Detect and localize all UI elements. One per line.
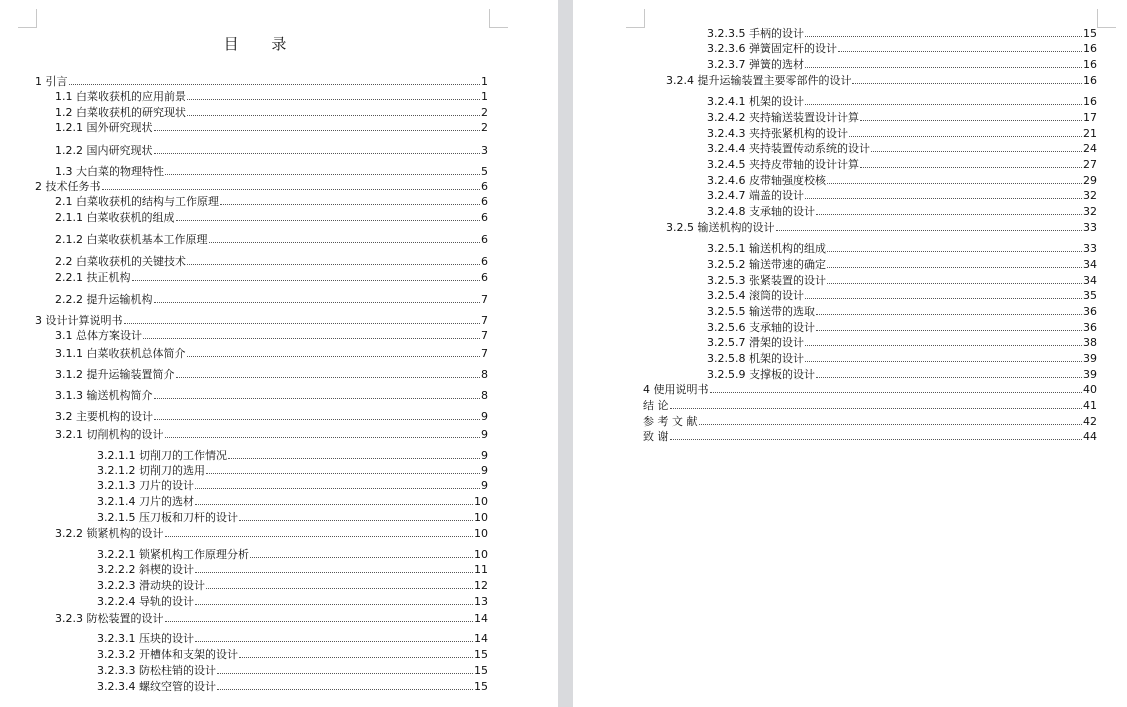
toc-entry-page-number: 9 xyxy=(481,428,488,441)
toc-entry-label: 3.2.5.5 输送带的选取 xyxy=(707,305,815,318)
toc-entry[interactable] xyxy=(707,321,1097,334)
toc-entry-page-number: 16 xyxy=(1083,95,1097,108)
toc-entry[interactable] xyxy=(707,336,1097,349)
toc-entry-page-number: 32 xyxy=(1083,189,1097,202)
toc-entry[interactable] xyxy=(97,595,488,608)
toc-entry-label: 3.2.2 锁紧机构的设计 xyxy=(55,527,164,540)
toc-entry-page-number: 12 xyxy=(474,579,488,592)
toc-entry-page-number: 44 xyxy=(1083,430,1097,443)
toc-dot-leader xyxy=(816,330,1082,331)
toc-entry-label: 2.2 白菜收获机的关键技术 xyxy=(55,255,186,268)
toc-entry[interactable] xyxy=(55,144,488,157)
toc-dot-leader xyxy=(102,189,481,190)
toc-entry[interactable] xyxy=(97,632,488,645)
toc-entry-label: 3.2.5 输送机构的设计 xyxy=(666,221,775,234)
toc-entry-label: 3.1.2 提升运输装置简介 xyxy=(55,368,175,381)
toc-dot-leader xyxy=(827,251,1082,252)
toc-dot-leader xyxy=(195,604,473,605)
toc-dot-leader xyxy=(69,84,481,85)
toc-dot-leader xyxy=(165,174,480,175)
toc-entry-page-number: 5 xyxy=(481,165,488,178)
toc-entry[interactable] xyxy=(55,389,488,402)
toc-dot-leader xyxy=(699,424,1083,425)
toc-dot-leader xyxy=(154,302,481,303)
toc-entry-label: 3.2.3.3 防松柱销的设计 xyxy=(97,664,216,677)
toc-dot-leader xyxy=(860,167,1082,168)
toc-entry-page-number: 10 xyxy=(474,548,488,561)
toc-dot-leader xyxy=(206,473,480,474)
toc-entry-page-number: 1 xyxy=(481,90,488,103)
toc-dot-leader xyxy=(124,323,481,324)
toc-entry-label: 3.2.2.3 滑动块的设计 xyxy=(97,579,205,592)
toc-entry[interactable] xyxy=(707,368,1097,381)
toc-entry-label: 3.2.2.2 斜楔的设计 xyxy=(97,563,194,576)
toc-dot-leader xyxy=(838,51,1082,52)
toc-entry[interactable] xyxy=(55,106,488,119)
toc-entry[interactable] xyxy=(55,527,488,540)
toc-entry[interactable] xyxy=(707,95,1097,108)
toc-entry[interactable] xyxy=(707,127,1097,140)
toc-dot-leader xyxy=(239,520,473,521)
toc-entry-page-number: 9 xyxy=(481,410,488,423)
toc-entry[interactable] xyxy=(97,648,488,661)
toc-entry-page-number: 14 xyxy=(474,612,488,625)
toc-entry-page-number: 34 xyxy=(1083,274,1097,287)
toc-dot-leader xyxy=(852,83,1082,84)
toc-entry-label: 3.2.4.6 皮带轴强度校核 xyxy=(707,174,826,187)
toc-entry-page-number: 41 xyxy=(1083,399,1097,412)
toc-entry-page-number: 29 xyxy=(1083,174,1097,187)
toc-entry-label: 3.1.3 输送机构简介 xyxy=(55,389,153,402)
toc-entry[interactable] xyxy=(97,563,488,576)
toc-dot-leader xyxy=(217,689,473,690)
toc-entry[interactable] xyxy=(707,27,1097,40)
toc-entry-page-number: 33 xyxy=(1083,242,1097,255)
toc-entry-label: 参 考 文 献 xyxy=(643,415,698,428)
toc-entry-label: 结 论 xyxy=(643,399,669,412)
toc-entry[interactable] xyxy=(97,464,488,477)
toc-entry-page-number: 15 xyxy=(1083,27,1097,40)
toc-entry-page-number: 36 xyxy=(1083,321,1097,334)
toc-entry-label: 3.2 主要机构的设计 xyxy=(55,410,153,423)
toc-dot-leader xyxy=(827,267,1082,268)
toc-entry-page-number: 40 xyxy=(1083,383,1097,396)
toc-dot-leader xyxy=(860,120,1082,121)
toc-dot-leader xyxy=(805,345,1082,346)
toc-entry[interactable] xyxy=(707,274,1097,287)
toc-entry-label: 3.1.1 白菜收获机总体简介 xyxy=(55,347,186,360)
toc-entry-label: 3.2.4.5 夹持皮带轴的设计计算 xyxy=(707,158,859,171)
toc-entry-page-number: 10 xyxy=(474,527,488,540)
toc-entry[interactable] xyxy=(35,180,488,193)
toc-dot-leader xyxy=(176,220,481,221)
toc-entry-label: 3.2.1.5 压刀板和刀杆的设计 xyxy=(97,511,238,524)
toc-entry-label: 3.2.5.3 张紧装置的设计 xyxy=(707,274,826,287)
toc-entry-label: 3.2.3.5 手柄的设计 xyxy=(707,27,804,40)
toc-dot-leader xyxy=(827,283,1082,284)
toc-entry-label: 3.2.1.2 切削刀的选用 xyxy=(97,464,205,477)
toc-entry-label: 3.2.4.3 夹持张紧机构的设计 xyxy=(707,127,848,140)
toc-entry-page-number: 15 xyxy=(474,664,488,677)
toc-title: 目 录 xyxy=(223,35,301,53)
toc-entry-label: 1.2.2 国内研究现状 xyxy=(55,144,153,157)
toc-entry-page-number: 24 xyxy=(1083,142,1097,155)
toc-entry[interactable] xyxy=(643,399,1097,412)
toc-dot-leader xyxy=(195,572,473,573)
toc-entry-page-number: 7 xyxy=(481,329,488,342)
toc-entry-label: 1.3 大白菜的物理特性 xyxy=(55,165,164,178)
toc-entry[interactable] xyxy=(707,58,1097,71)
toc-dot-leader xyxy=(187,115,480,116)
toc-dot-leader xyxy=(154,419,480,420)
toc-entry-label: 3.2.4.8 支承轴的设计 xyxy=(707,205,815,218)
toc-entry[interactable] xyxy=(97,449,488,462)
toc-dot-leader xyxy=(187,99,480,100)
toc-entry-page-number: 42 xyxy=(1083,415,1097,428)
toc-dot-leader xyxy=(849,136,1082,137)
toc-entry[interactable] xyxy=(55,293,488,306)
crop-mark-top-left xyxy=(18,9,37,28)
toc-entry-page-number: 1 xyxy=(481,75,488,88)
toc-entry-label: 2.2.1 扶正机构 xyxy=(55,271,131,284)
toc-entry-label: 3.2.2.4 导轨的设计 xyxy=(97,595,194,608)
toc-entry[interactable] xyxy=(707,42,1097,55)
toc-dot-leader xyxy=(250,557,473,558)
document-page-left xyxy=(0,0,558,707)
toc-dot-leader xyxy=(209,242,481,243)
toc-entry-label: 3.2.3.6 弹簧固定杆的设计 xyxy=(707,42,837,55)
toc-entry-label: 3.2.5.2 输送带速的确定 xyxy=(707,258,826,271)
toc-dot-leader xyxy=(195,488,480,489)
toc-entry-label: 1.1 白菜收获机的应用前景 xyxy=(55,90,186,103)
toc-entry-label: 3.2.5.8 机架的设计 xyxy=(707,352,804,365)
toc-dot-leader xyxy=(239,657,473,658)
toc-entry[interactable] xyxy=(35,75,488,88)
toc-dot-leader xyxy=(805,67,1082,68)
toc-entry[interactable] xyxy=(707,289,1097,302)
toc-entry[interactable] xyxy=(97,479,488,492)
toc-entry-label: 3.2.3.4 螺纹空管的设计 xyxy=(97,680,216,693)
toc-entry-page-number: 16 xyxy=(1083,42,1097,55)
toc-entry[interactable] xyxy=(643,383,1097,396)
toc-entry-label: 3.2.4.4 夹持装置传动系统的设计 xyxy=(707,142,870,155)
crop-mark-top-right xyxy=(489,9,508,28)
toc-entry-page-number: 7 xyxy=(481,314,488,327)
toc-entry-page-number: 9 xyxy=(481,464,488,477)
toc-entry-page-number: 8 xyxy=(481,368,488,381)
toc-entry-page-number: 17 xyxy=(1083,111,1097,124)
toc-entry-page-number: 2 xyxy=(481,106,488,119)
toc-entry-label: 3.2.5.6 支承轴的设计 xyxy=(707,321,815,334)
toc-entry-label: 3.2.3.7 弹簧的选材 xyxy=(707,58,804,71)
toc-entry[interactable] xyxy=(55,121,488,134)
toc-entry-page-number: 16 xyxy=(1083,74,1097,87)
toc-entry-label: 3.2.5.1 输送机构的组成 xyxy=(707,242,826,255)
toc-entry-page-number: 36 xyxy=(1083,305,1097,318)
toc-entry-page-number: 8 xyxy=(481,389,488,402)
toc-dot-leader xyxy=(154,153,481,154)
toc-entry-label: 3.2.4 提升运输装置主要零部件的设计 xyxy=(666,74,852,87)
toc-entry-label: 2.1.1 白菜收获机的组成 xyxy=(55,211,175,224)
toc-entry-label: 2.1 白菜收获机的结构与工作原理 xyxy=(55,195,219,208)
toc-entry[interactable] xyxy=(666,221,1097,234)
toc-dot-leader xyxy=(187,264,480,265)
toc-entry-page-number: 38 xyxy=(1083,336,1097,349)
toc-entry[interactable] xyxy=(55,612,488,625)
toc-entry-page-number: 10 xyxy=(474,495,488,508)
toc-dot-leader xyxy=(871,151,1082,152)
toc-dot-leader xyxy=(195,641,473,642)
toc-dot-leader xyxy=(187,356,481,357)
toc-dot-leader xyxy=(816,214,1082,215)
toc-entry-label: 3.1 总体方案设计 xyxy=(55,329,142,342)
toc-dot-leader xyxy=(805,104,1082,105)
toc-entry[interactable] xyxy=(55,195,488,208)
toc-entry[interactable] xyxy=(97,664,488,677)
toc-entry-label: 3.2.4.7 端盖的设计 xyxy=(707,189,804,202)
toc-entry-label: 2 技术任务书 xyxy=(35,180,101,193)
toc-dot-leader xyxy=(154,130,481,131)
toc-entry-page-number: 6 xyxy=(481,195,488,208)
toc-entry[interactable] xyxy=(55,233,488,246)
toc-entry-page-number: 7 xyxy=(481,347,488,360)
toc-entry-page-number: 7 xyxy=(481,293,488,306)
toc-entry-page-number: 14 xyxy=(474,632,488,645)
toc-entry-page-number: 33 xyxy=(1083,221,1097,234)
toc-entry[interactable] xyxy=(55,90,488,103)
toc-entry-label: 3.2.2.1 锁紧机构工作原理分析 xyxy=(97,548,249,561)
toc-entry-page-number: 13 xyxy=(474,595,488,608)
toc-entry-page-number: 6 xyxy=(481,211,488,224)
toc-entry-page-number: 9 xyxy=(481,479,488,492)
toc-dot-leader xyxy=(195,504,473,505)
toc-entry[interactable] xyxy=(55,410,488,423)
toc-entry-page-number: 34 xyxy=(1083,258,1097,271)
toc-entry[interactable] xyxy=(55,428,488,441)
toc-dot-leader xyxy=(165,536,474,537)
toc-entry[interactable] xyxy=(97,511,488,524)
toc-entry-label: 3.2.4.1 机架的设计 xyxy=(707,95,804,108)
toc-entry-label: 3.2.1.3 刀片的设计 xyxy=(97,479,194,492)
toc-entry-page-number: 6 xyxy=(481,180,488,193)
toc-dot-leader xyxy=(776,230,1083,231)
toc-dot-leader xyxy=(805,361,1082,362)
toc-entry-label: 3.2.5.9 支撑板的设计 xyxy=(707,368,815,381)
toc-entry[interactable] xyxy=(707,242,1097,255)
toc-dot-leader xyxy=(805,298,1082,299)
toc-entry[interactable] xyxy=(707,111,1097,124)
toc-entry-page-number: 15 xyxy=(474,680,488,693)
toc-entry-label: 3 设计计算说明书 xyxy=(35,314,123,327)
toc-entry-label: 4 使用说明书 xyxy=(643,383,709,396)
toc-dot-leader xyxy=(220,204,480,205)
toc-entry[interactable] xyxy=(97,548,488,561)
toc-entry[interactable] xyxy=(55,347,488,360)
toc-entry-label: 2.2.2 提升运输机构 xyxy=(55,293,153,306)
toc-entry-page-number: 39 xyxy=(1083,368,1097,381)
toc-entry-label: 3.2.1 切削机构的设计 xyxy=(55,428,164,441)
toc-entry-page-number: 11 xyxy=(474,563,488,576)
toc-entry-page-number: 9 xyxy=(481,449,488,462)
toc-entry-page-number: 10 xyxy=(474,511,488,524)
toc-entry-page-number: 35 xyxy=(1083,289,1097,302)
toc-entry-page-number: 32 xyxy=(1083,205,1097,218)
toc-entry-label: 3.2.1.1 切削刀的工作情况 xyxy=(97,449,227,462)
document-page-right xyxy=(573,0,1127,707)
toc-entry-label: 1.2 白菜收获机的研究现状 xyxy=(55,106,186,119)
toc-entry[interactable] xyxy=(55,368,488,381)
toc-entry-page-number: 6 xyxy=(481,255,488,268)
toc-dot-leader xyxy=(816,377,1082,378)
toc-dot-leader xyxy=(154,398,481,399)
toc-dot-leader xyxy=(805,198,1082,199)
toc-entry[interactable] xyxy=(97,680,488,693)
toc-entry-page-number: 6 xyxy=(481,271,488,284)
toc-entry-page-number: 15 xyxy=(474,648,488,661)
toc-entry-page-number: 27 xyxy=(1083,158,1097,171)
toc-entry[interactable] xyxy=(55,211,488,224)
toc-entry-label: 3.2.1.4 刀片的选材 xyxy=(97,495,194,508)
toc-dot-leader xyxy=(710,392,1083,393)
toc-entry[interactable] xyxy=(707,205,1097,218)
toc-entry-label: 1 引言 xyxy=(35,75,68,88)
toc-dot-leader xyxy=(132,280,481,281)
toc-dot-leader xyxy=(805,36,1082,37)
toc-entry-page-number: 39 xyxy=(1083,352,1097,365)
toc-entry[interactable] xyxy=(707,305,1097,318)
toc-entry-label: 3.2.5.7 滑架的设计 xyxy=(707,336,804,349)
toc-entry-page-number: 21 xyxy=(1083,127,1097,140)
toc-entry[interactable] xyxy=(707,174,1097,187)
toc-entry[interactable] xyxy=(643,430,1097,443)
toc-entry-label: 3.2.3.2 开槽体和支架的设计 xyxy=(97,648,238,661)
toc-entry-page-number: 2 xyxy=(481,121,488,134)
toc-entry[interactable] xyxy=(707,258,1097,271)
toc-entry[interactable] xyxy=(707,352,1097,365)
toc-entry[interactable] xyxy=(643,415,1097,428)
toc-entry[interactable] xyxy=(707,142,1097,155)
toc-dot-leader xyxy=(670,439,1083,440)
toc-entry[interactable] xyxy=(55,165,488,178)
toc-entry[interactable] xyxy=(666,74,1097,87)
toc-dot-leader xyxy=(165,437,481,438)
toc-entry-label: 3.2.3.1 压块的设计 xyxy=(97,632,194,645)
crop-mark-top-right xyxy=(1097,9,1116,28)
toc-dot-leader xyxy=(206,588,473,589)
toc-entry-label: 3.2.5.4 滚筒的设计 xyxy=(707,289,804,302)
toc-entry[interactable] xyxy=(97,579,488,592)
crop-mark-top-left xyxy=(626,9,645,28)
toc-entry[interactable] xyxy=(55,255,488,268)
toc-dot-leader xyxy=(670,408,1083,409)
toc-dot-leader xyxy=(816,314,1082,315)
toc-entry-label: 2.1.2 白菜收获机基本工作原理 xyxy=(55,233,208,246)
toc-entry-label: 1.2.1 国外研究现状 xyxy=(55,121,153,134)
toc-entry[interactable] xyxy=(97,495,488,508)
toc-entry-page-number: 16 xyxy=(1083,58,1097,71)
toc-dot-leader xyxy=(176,377,481,378)
toc-entry[interactable] xyxy=(707,158,1097,171)
toc-entry[interactable] xyxy=(55,271,488,284)
toc-entry-page-number: 3 xyxy=(481,144,488,157)
toc-dot-leader xyxy=(143,338,480,339)
toc-dot-leader xyxy=(217,673,473,674)
toc-dot-leader xyxy=(228,458,480,459)
toc-entry[interactable] xyxy=(55,329,488,342)
toc-entry-page-number: 6 xyxy=(481,233,488,246)
toc-entry[interactable] xyxy=(35,314,488,327)
toc-entry[interactable] xyxy=(707,189,1097,202)
toc-entry-label: 致 谢 xyxy=(643,430,669,443)
toc-dot-leader xyxy=(827,183,1082,184)
toc-entry-label: 3.2.3 防松装置的设计 xyxy=(55,612,164,625)
toc-dot-leader xyxy=(165,621,474,622)
toc-entry-label: 3.2.4.2 夹持输送装置设计计算 xyxy=(707,111,859,124)
